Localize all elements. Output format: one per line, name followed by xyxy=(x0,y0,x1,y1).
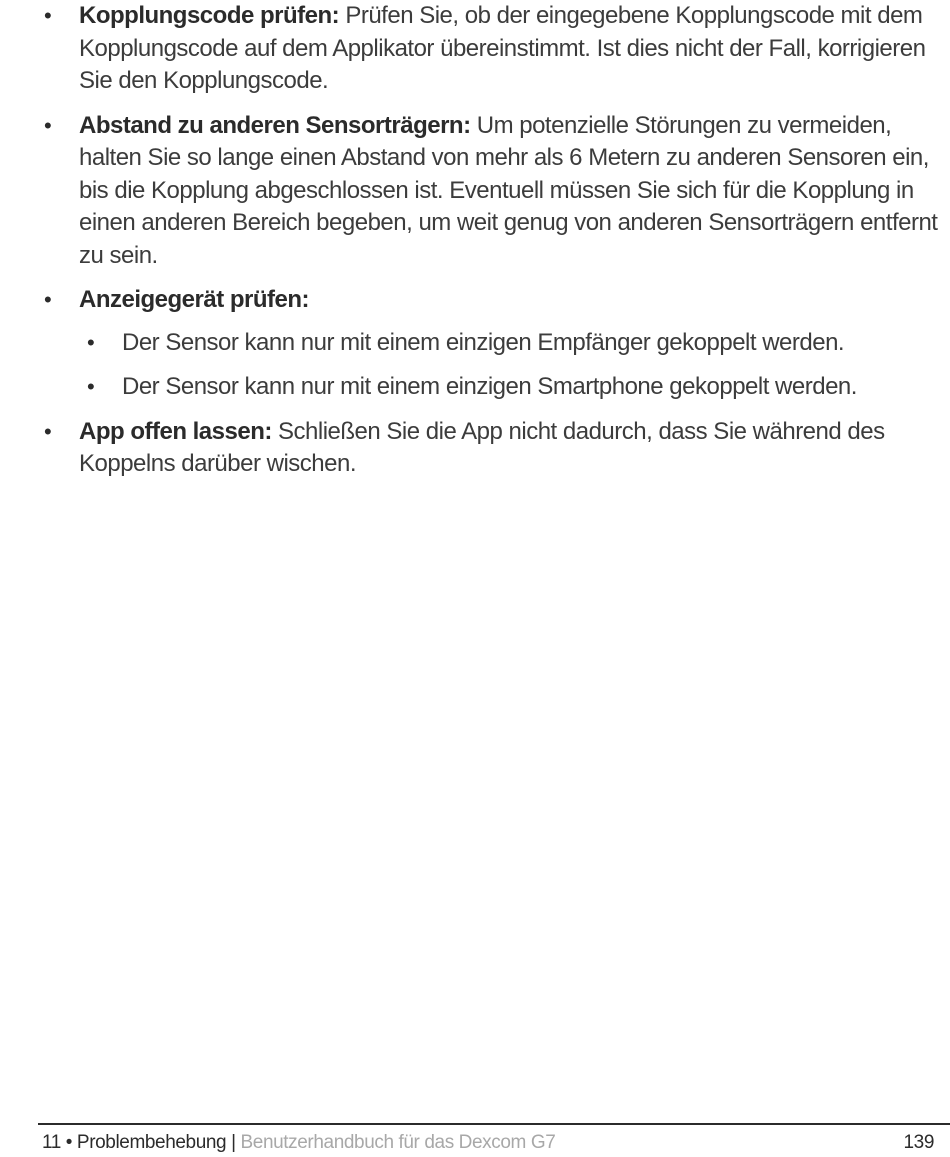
page-footer xyxy=(42,1131,934,1155)
term-keep-app-open: App offen lassen: xyxy=(79,417,272,445)
bullet-icon: • xyxy=(87,329,95,355)
page-content xyxy=(0,0,950,493)
footer-divider xyxy=(38,1123,950,1125)
sublist-text-smartphone: Der Sensor kann nur mit einem einzigen Smartphone gekoppelt werden. xyxy=(122,373,857,400)
footer-manual-title: Benutzerhandbuch für das Dexcom G7 xyxy=(240,1132,556,1153)
text-pairing-code: Prüfen Sie, ob der eingegebene Kopplungscode mit dem Kopplungscode auf dem Applikator übereinstimmt. Ist dies nicht der Fall, korrigieren Sie den Kopplungscode. xyxy=(79,2,926,94)
term-distance: Abstand zu anderen Sensorträgern: xyxy=(79,111,471,139)
term-display-device: Anzeigegerät prüfen: xyxy=(79,286,310,313)
text-keep-app-open: Schließen Sie die App nicht dadurch, dass Sie während des Koppelns darüber wischen. xyxy=(79,417,885,477)
footer-separator: | xyxy=(226,1132,241,1153)
list-item-keep-app-open xyxy=(0,416,950,481)
bullet-icon: • xyxy=(87,374,95,399)
bullet-icon: • xyxy=(44,3,52,28)
term-pairing-code: Kopplungscode prüfen: xyxy=(79,2,340,29)
bullet-icon: • xyxy=(44,418,52,444)
page-number: 139 xyxy=(903,1132,934,1153)
sublist-item-smartphone xyxy=(79,371,938,404)
text-distance: Um potenzielle Störungen zu vermeiden, halten Sie so lange einen Abstand von mehr als 6 Metern zu anderen Sensoren ein, bis die Kopplung abgeschlossen ist. Eventuell müssen Sie sich für die Kopplung in einen anderen Bereich begeben, um weit genug von anderen Sensorträgern entfernt zu sein. xyxy=(79,111,938,269)
troubleshooting-list xyxy=(0,0,950,481)
sublist-item-receiver xyxy=(79,327,938,360)
bullet-icon: • xyxy=(44,287,52,312)
footer-chapter: 11 • Problembehebung xyxy=(42,1132,227,1153)
list-item-pairing-code xyxy=(0,0,950,98)
bullet-icon: • xyxy=(44,112,52,138)
list-item-display-device xyxy=(0,284,950,404)
sublist-text-receiver: Der Sensor kann nur mit einem einzigen Empfänger gekoppelt werden. xyxy=(122,328,845,356)
display-device-sublist xyxy=(79,327,938,404)
list-item-distance xyxy=(0,110,950,273)
